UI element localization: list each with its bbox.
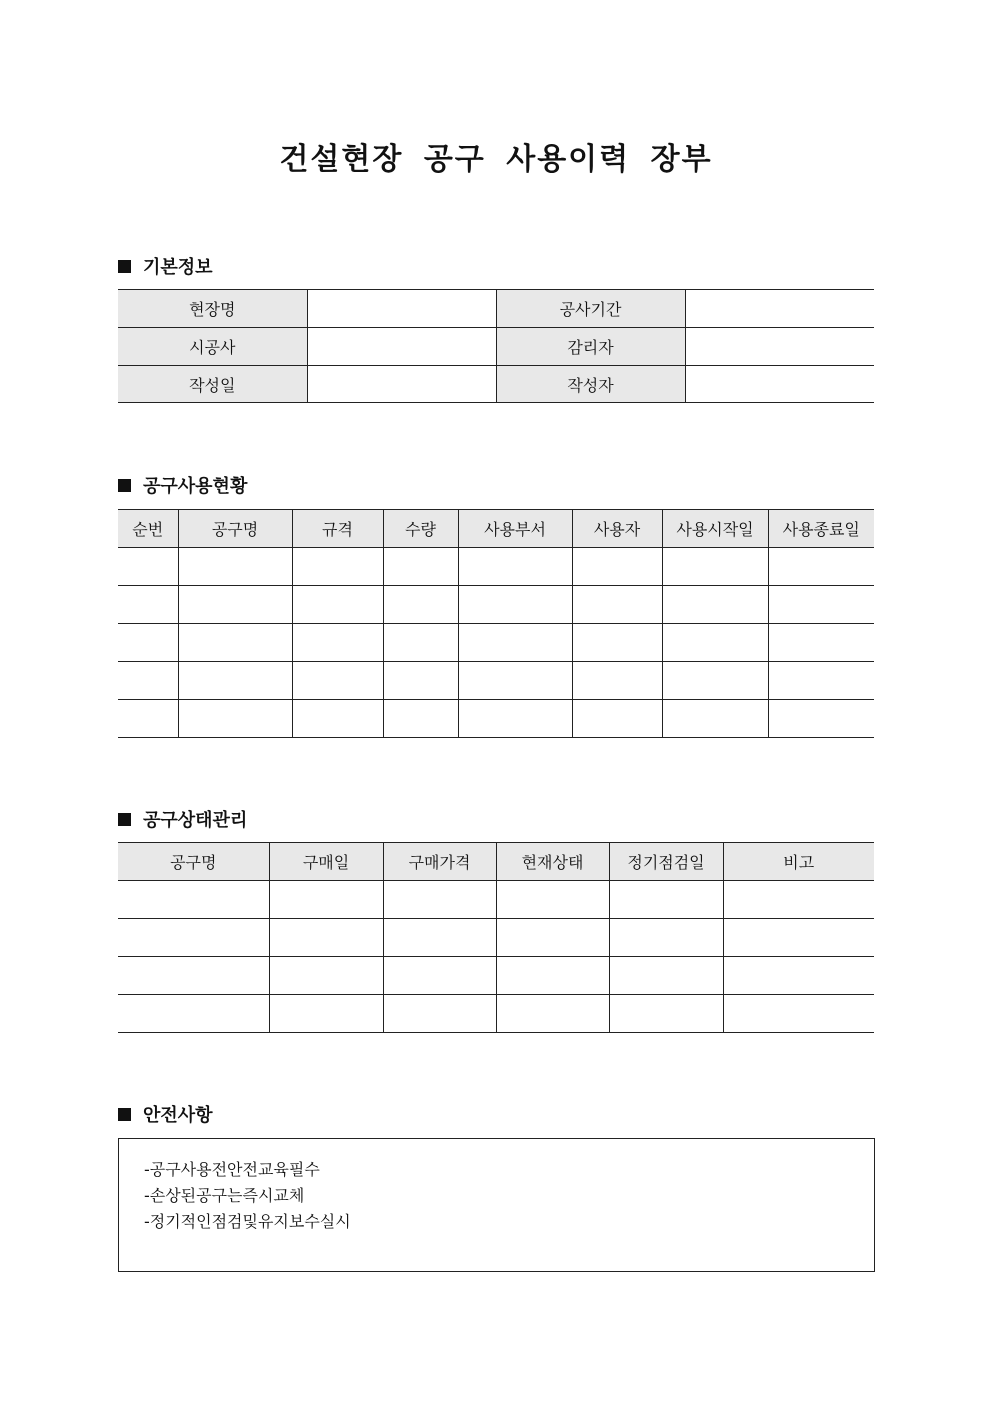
table-row	[118, 700, 874, 738]
site-name-label: 현장명	[118, 290, 307, 328]
author-label: 작성자	[496, 366, 685, 403]
column-header: 공구명	[178, 510, 292, 548]
table-cell[interactable]	[383, 548, 458, 586]
table-cell[interactable]	[458, 586, 572, 624]
created-date-label: 작성일	[118, 366, 307, 403]
table-cell[interactable]	[768, 586, 874, 624]
table-row	[118, 290, 874, 328]
table-cell[interactable]	[609, 881, 723, 919]
safety-notes-box	[118, 1138, 875, 1272]
table-cell[interactable]	[292, 548, 383, 586]
table-cell[interactable]	[118, 624, 178, 662]
table-cell[interactable]	[178, 700, 292, 738]
table-cell[interactable]	[269, 995, 383, 1033]
table-cell[interactable]	[118, 662, 178, 700]
safety-notes-list	[119, 1139, 874, 1237]
table-cell[interactable]	[496, 957, 609, 995]
column-header: 공구명	[118, 843, 269, 881]
table-cell[interactable]	[458, 700, 572, 738]
safety-note-item: -공구사용전안전교육필수	[144, 1160, 320, 1179]
table-row	[118, 957, 874, 995]
table-cell[interactable]	[572, 624, 662, 662]
site-name-value[interactable]	[307, 290, 496, 328]
column-header: 비고	[723, 843, 874, 881]
column-header: 규격	[292, 510, 383, 548]
table-row	[118, 881, 874, 919]
tool-status-table	[118, 842, 874, 1033]
table-row	[118, 366, 874, 403]
table-cell[interactable]	[383, 957, 496, 995]
table-cell[interactable]	[118, 957, 269, 995]
column-header: 순번	[118, 510, 178, 548]
square-bullet-icon	[118, 813, 131, 826]
table-cell[interactable]	[768, 548, 874, 586]
contractor-label: 시공사	[118, 328, 307, 366]
table-cell[interactable]	[292, 624, 383, 662]
table-cell[interactable]	[269, 881, 383, 919]
basic-info-table	[118, 289, 874, 403]
table-cell[interactable]	[662, 624, 768, 662]
table-cell[interactable]	[768, 662, 874, 700]
square-bullet-icon	[118, 260, 131, 273]
table-cell[interactable]	[458, 548, 572, 586]
table-row	[118, 995, 874, 1033]
column-header: 사용부서	[458, 510, 572, 548]
table-cell[interactable]	[768, 624, 874, 662]
table-cell[interactable]	[496, 995, 609, 1033]
author-value[interactable]	[685, 366, 874, 403]
table-cell[interactable]	[723, 919, 874, 957]
basic-info-heading	[118, 253, 213, 279]
table-cell[interactable]	[118, 548, 178, 586]
table-cell[interactable]	[609, 919, 723, 957]
column-header: 구매가격	[383, 843, 496, 881]
table-cell[interactable]	[178, 548, 292, 586]
created-date-value[interactable]	[307, 366, 496, 403]
table-cell[interactable]	[383, 919, 496, 957]
table-cell[interactable]	[269, 957, 383, 995]
table-cell[interactable]	[383, 995, 496, 1033]
column-header: 사용자	[572, 510, 662, 548]
table-cell[interactable]	[609, 957, 723, 995]
document-title: 건설현장 공구 사용이력 장부	[279, 142, 713, 177]
supervisor-value[interactable]	[685, 328, 874, 366]
table-cell[interactable]	[723, 881, 874, 919]
construction-period-value[interactable]	[685, 290, 874, 328]
safety-note-item: -손상된공구는즉시교체	[144, 1186, 305, 1205]
table-cell[interactable]	[383, 881, 496, 919]
column-header: 현재상태	[496, 843, 609, 881]
table-cell[interactable]	[662, 548, 768, 586]
table-cell[interactable]	[383, 662, 458, 700]
tool-usage-heading-label: 공구사용현황	[143, 476, 248, 497]
table-cell[interactable]	[662, 586, 768, 624]
table-cell[interactable]	[178, 586, 292, 624]
table-cell[interactable]	[723, 957, 874, 995]
table-cell[interactable]	[609, 995, 723, 1033]
square-bullet-icon	[118, 479, 131, 492]
table-cell[interactable]	[383, 700, 458, 738]
table-cell[interactable]	[572, 548, 662, 586]
table-cell[interactable]	[458, 662, 572, 700]
table-cell[interactable]	[118, 881, 269, 919]
tool-usage-table	[118, 509, 874, 738]
table-cell[interactable]	[292, 700, 383, 738]
construction-period-label: 공사기간	[496, 290, 685, 328]
safety-heading-label: 안전사항	[143, 1105, 213, 1126]
table-row	[118, 919, 874, 957]
column-header: 수량	[383, 510, 458, 548]
table-cell[interactable]	[118, 700, 178, 738]
table-cell[interactable]	[118, 919, 269, 957]
tool-status-heading	[118, 806, 247, 832]
safety-heading	[118, 1101, 213, 1127]
table-row	[118, 624, 874, 662]
table-cell[interactable]	[496, 881, 609, 919]
tool-status-heading-label: 공구상태관리	[143, 810, 248, 831]
table-cell[interactable]	[383, 586, 458, 624]
table-cell[interactable]	[768, 700, 874, 738]
column-header: 정기점검일	[609, 843, 723, 881]
square-bullet-icon	[118, 1108, 131, 1121]
table-cell[interactable]	[383, 624, 458, 662]
contractor-value[interactable]	[307, 328, 496, 366]
supervisor-label: 감리자	[496, 328, 685, 366]
table-cell[interactable]	[662, 662, 768, 700]
table-cell[interactable]	[292, 662, 383, 700]
table-cell[interactable]	[269, 919, 383, 957]
table-cell[interactable]	[178, 662, 292, 700]
table-row	[118, 662, 874, 700]
table-cell[interactable]	[458, 624, 572, 662]
table-cell[interactable]	[723, 995, 874, 1033]
table-cell[interactable]	[572, 662, 662, 700]
table-row	[118, 328, 874, 366]
table-cell[interactable]	[572, 700, 662, 738]
table-cell[interactable]	[662, 700, 768, 738]
table-row	[118, 548, 874, 586]
column-header: 사용시작일	[662, 510, 768, 548]
table-cell[interactable]	[118, 586, 178, 624]
column-header: 구매일	[269, 843, 383, 881]
table-cell[interactable]	[178, 624, 292, 662]
table-cell[interactable]	[496, 919, 609, 957]
safety-note-item: -정기적인점검및유지보수실시	[144, 1212, 351, 1231]
basic-info-heading-label: 기본정보	[143, 257, 213, 278]
table-cell[interactable]	[118, 995, 269, 1033]
table-cell[interactable]	[572, 586, 662, 624]
tool-usage-heading	[118, 472, 247, 498]
table-header-row	[118, 843, 874, 881]
column-header: 사용종료일	[768, 510, 874, 548]
table-header-row	[118, 510, 874, 548]
table-row	[118, 586, 874, 624]
table-cell[interactable]	[292, 586, 383, 624]
